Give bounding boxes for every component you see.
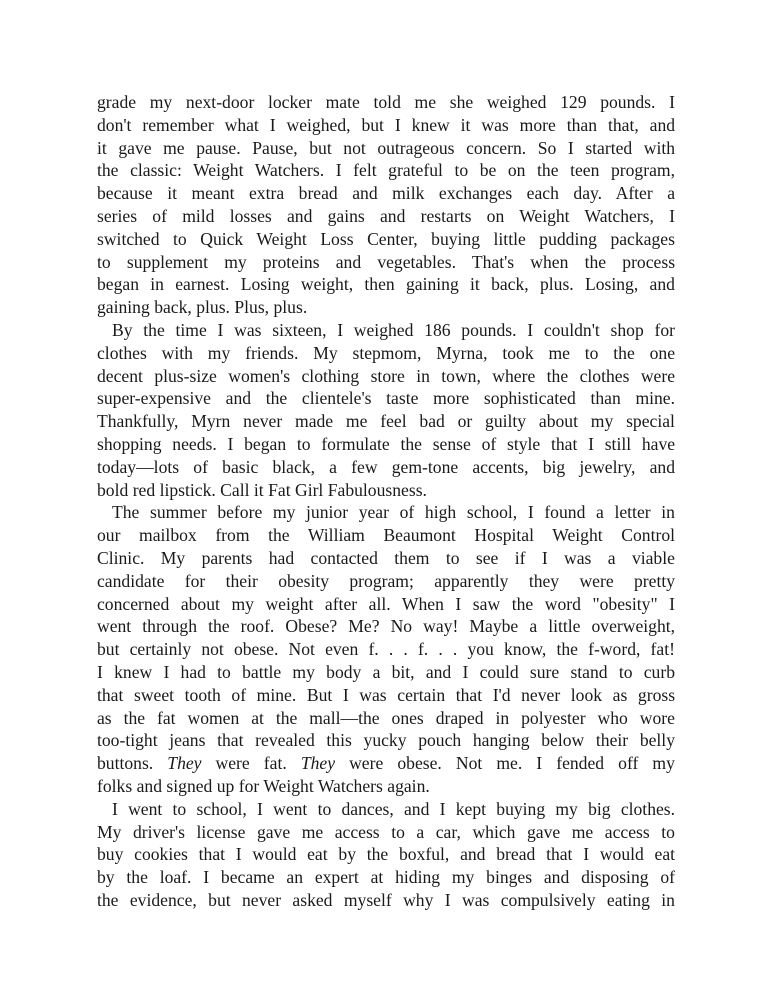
text-line: buttons. They were fat. They were obese. Not me. I fended off my bbox=[97, 753, 675, 774]
text-line: as the fat women at the mall—the ones draped in polyester who wore bbox=[97, 707, 675, 728]
text-line: The summer before my junior year of high school, I found a letter in bbox=[112, 502, 675, 523]
text-line: gaining back, plus. Plus, plus. bbox=[97, 297, 308, 318]
text-line: I knew I had to battle my body a bit, and I could sure stand to curb bbox=[97, 661, 675, 682]
text-line: concerned about my weight after all. When I saw the word "obesity" I bbox=[97, 593, 676, 614]
text-line: My driver's license gave me access to a car, which gave me access to bbox=[97, 821, 675, 842]
text-line: switched to Quick Weight Loss Center, buying little pudding packages bbox=[97, 228, 675, 249]
paragraph bbox=[97, 501, 675, 797]
text-line: went through the roof. Obese? Me? No way! Maybe a little overweight, bbox=[97, 616, 676, 637]
text-line: super-expensive and the clientele's taste more sophisticated than mine. bbox=[97, 388, 676, 409]
text-line: By the time I was sixteen, I weighed 186 pounds. I couldn't shop for bbox=[112, 319, 676, 340]
text-line: the evidence, but never asked myself why I was compulsively eating in bbox=[97, 889, 675, 910]
paragraph bbox=[97, 798, 675, 912]
text-line: began in earnest. Losing weight, then gaining it back, plus. Losing, and bbox=[97, 274, 675, 295]
text-line: to supplement my proteins and vegetables. That's when the process bbox=[97, 251, 676, 272]
text-line: that sweet tooth of mine. But I was certain that I'd never look as gross bbox=[97, 684, 676, 705]
text-line: the classic: Weight Watchers. I felt grateful to be on the teen program, bbox=[97, 160, 675, 181]
book-page-body bbox=[97, 91, 675, 912]
text-line: decent plus-size women's clothing store in town, where the clothes were bbox=[97, 365, 676, 386]
text-line: clothes with my friends. My stepmom, Myrna, took me to the one bbox=[97, 342, 676, 363]
text-line: today—lots of basic black, a few gem-tone accents, big jewelry, and bbox=[97, 456, 676, 477]
italic-word: They bbox=[167, 753, 202, 774]
text-line: grade my next-door locker mate told me she weighed 129 pounds. I bbox=[97, 92, 675, 112]
text-line: series of mild losses and gains and restarts on Weight Watchers, I bbox=[97, 205, 676, 226]
text-line: don't remember what I weighed, but I knew it was more than that, and bbox=[97, 114, 676, 135]
text-line: too-tight jeans that revealed this yucky pouch hanging below their belly bbox=[97, 730, 675, 751]
text-line: buy cookies that I would eat by the boxful, and bread that I would eat bbox=[97, 844, 676, 865]
text-line: it gave me pause. Pause, but not outrageous concern. So I started with bbox=[97, 137, 676, 158]
text-line: because it meant extra bread and milk exchanges each day. After a bbox=[97, 183, 676, 204]
text-line: Thankfully, Myrn never made me feel bad or guilty about my special bbox=[97, 411, 675, 432]
text-line: by the loaf. I became an expert at hiding my binges and disposing of bbox=[97, 867, 675, 888]
paragraph bbox=[97, 91, 675, 319]
italic-word: They bbox=[300, 753, 336, 774]
text-line: bold red lipstick. Call it Fat Girl Fabulousness. bbox=[97, 479, 427, 500]
text-line: candidate for their obesity program; apparently they were pretty bbox=[97, 570, 676, 591]
text-line: but certainly not obese. Not even f. . . f. . . you know, the f-word, fat! bbox=[97, 639, 675, 660]
text-line: Clinic. My parents had contacted them to see if I was a viable bbox=[97, 547, 675, 568]
paragraph bbox=[97, 319, 675, 501]
text-line: shopping needs. I began to formulate the sense of style that I still have bbox=[97, 433, 676, 454]
text-line: our mailbox from the William Beaumont Hospital Weight Control bbox=[97, 525, 676, 546]
text-line: I went to school, I went to dances, and I kept buying my big clothes. bbox=[112, 798, 676, 819]
text-line: folks and signed up for Weight Watchers again. bbox=[97, 775, 430, 796]
